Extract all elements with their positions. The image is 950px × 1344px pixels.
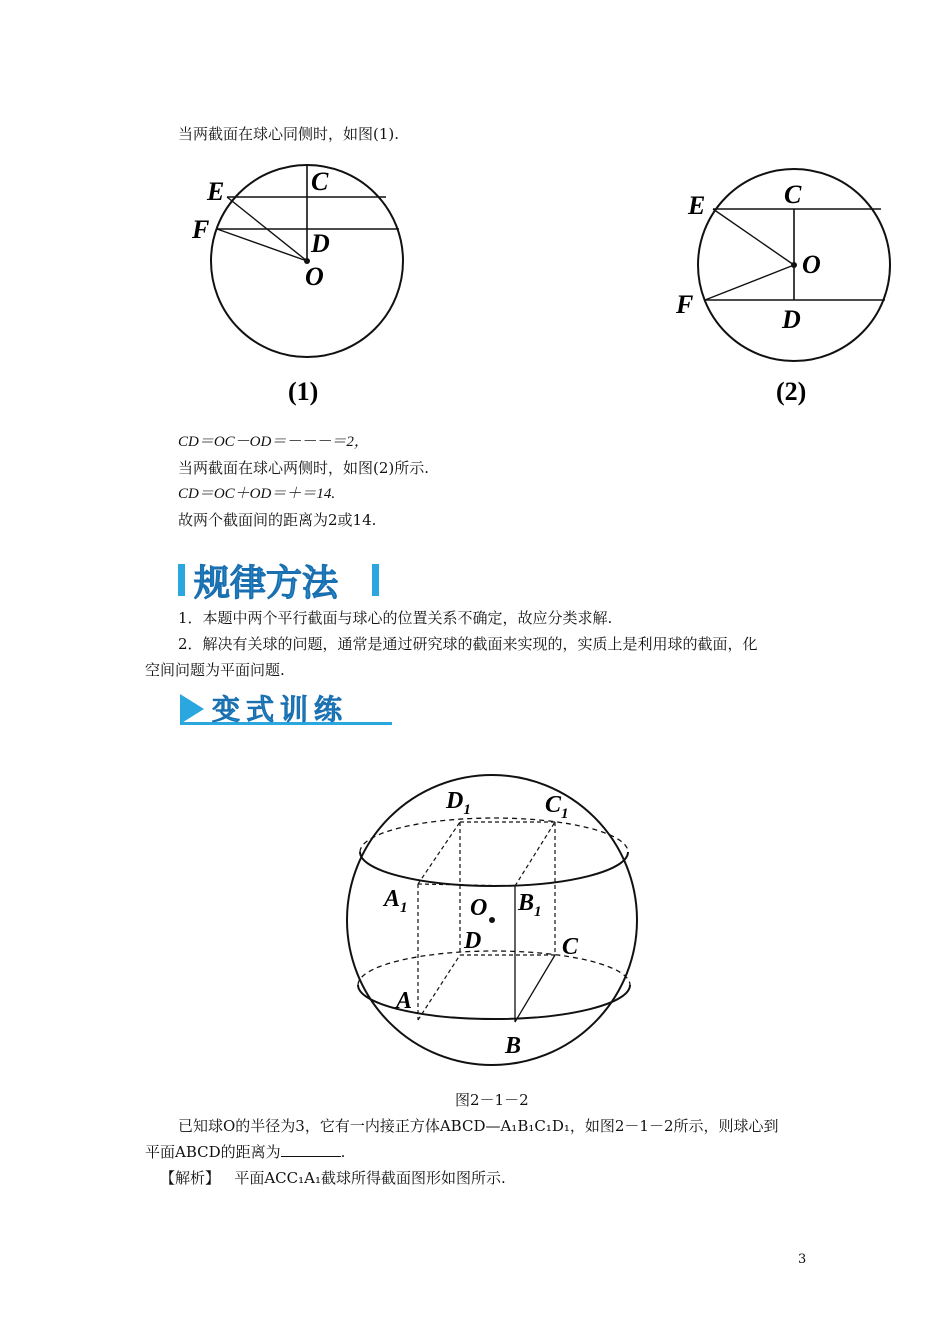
center-o — [791, 262, 797, 268]
label-o: O — [802, 250, 821, 279]
segment-fo — [705, 265, 794, 300]
label-e: E — [688, 191, 706, 220]
label-e: E — [207, 177, 225, 206]
method-item-1: 1．本题中两个平行截面与球心的位置关系不确定，故应分类求解. — [178, 609, 613, 627]
equation-cd-sum: CD＝OC＋OD＝＋＝14. — [178, 486, 336, 502]
question-line-2: 平面ABCD的距离为 . — [145, 1143, 346, 1161]
banner-method — [176, 556, 386, 604]
line-same-side: 当两截面在球心同侧时，如图(1). — [178, 125, 400, 143]
equation-cd-diff: CD＝OC－OD＝－－－＝2， — [178, 434, 369, 450]
label-f: F — [192, 215, 210, 244]
label-d1: $D_1$ — [446, 788, 471, 818]
caption-1: (1) — [288, 377, 319, 406]
label-c1: $C_1$ — [545, 792, 569, 822]
label-a1: $A_1$ — [384, 886, 408, 916]
banner-method-text: 规律方法 — [194, 563, 339, 604]
label-c: C — [562, 934, 579, 960]
arrow-icon — [180, 694, 204, 724]
label-o: O — [305, 262, 324, 291]
solution-text: 平面ACC₁A₁截球所得截面图形如图所示. — [234, 1169, 506, 1187]
line-answer: 故两个截面间的距离为2或14. — [178, 511, 377, 529]
label-c: C — [311, 167, 329, 196]
label-d: D — [782, 305, 801, 334]
page-number: 3 — [798, 1252, 807, 1267]
figure-1 — [185, 160, 425, 410]
label-o: O — [470, 895, 488, 921]
answer-blank — [281, 1142, 341, 1157]
segment-fo — [217, 229, 307, 261]
label-b: B — [505, 1033, 522, 1059]
solution-line — [160, 1168, 506, 1188]
banner-practice-text: 变式训练 — [212, 693, 349, 726]
method-item-2: 2．解决有关球的问题，通常是通过研究球的截面来实现的，实质上是利用球的截面，化 — [178, 635, 758, 653]
figure-2 — [670, 160, 910, 410]
label-d: D — [311, 229, 330, 258]
banner-practice — [178, 688, 398, 732]
center-o — [489, 917, 495, 923]
segment-eo — [713, 209, 794, 265]
label-b1: $B_1$ — [518, 890, 542, 920]
solution-tag: 【解析】 — [160, 1169, 221, 1187]
question-line-1: 已知球O的半径为3，它有一内接正方体ABCD—A₁B₁C₁D₁，如图2－1－2所示，则球心到 — [178, 1117, 779, 1135]
label-d: D — [464, 928, 482, 954]
figure-caption: 图2－1－2 — [455, 1091, 529, 1109]
caption-2: (2) — [776, 377, 807, 406]
label-f: F — [676, 290, 694, 319]
figure-sphere-cube — [340, 770, 650, 1070]
line-opposite-side: 当两截面在球心两侧时，如图(2)所示. — [178, 459, 430, 477]
label-c: C — [784, 180, 802, 209]
method-item-2-cont: 空间问题为平面问题. — [145, 661, 285, 679]
label-a: A — [396, 988, 413, 1014]
